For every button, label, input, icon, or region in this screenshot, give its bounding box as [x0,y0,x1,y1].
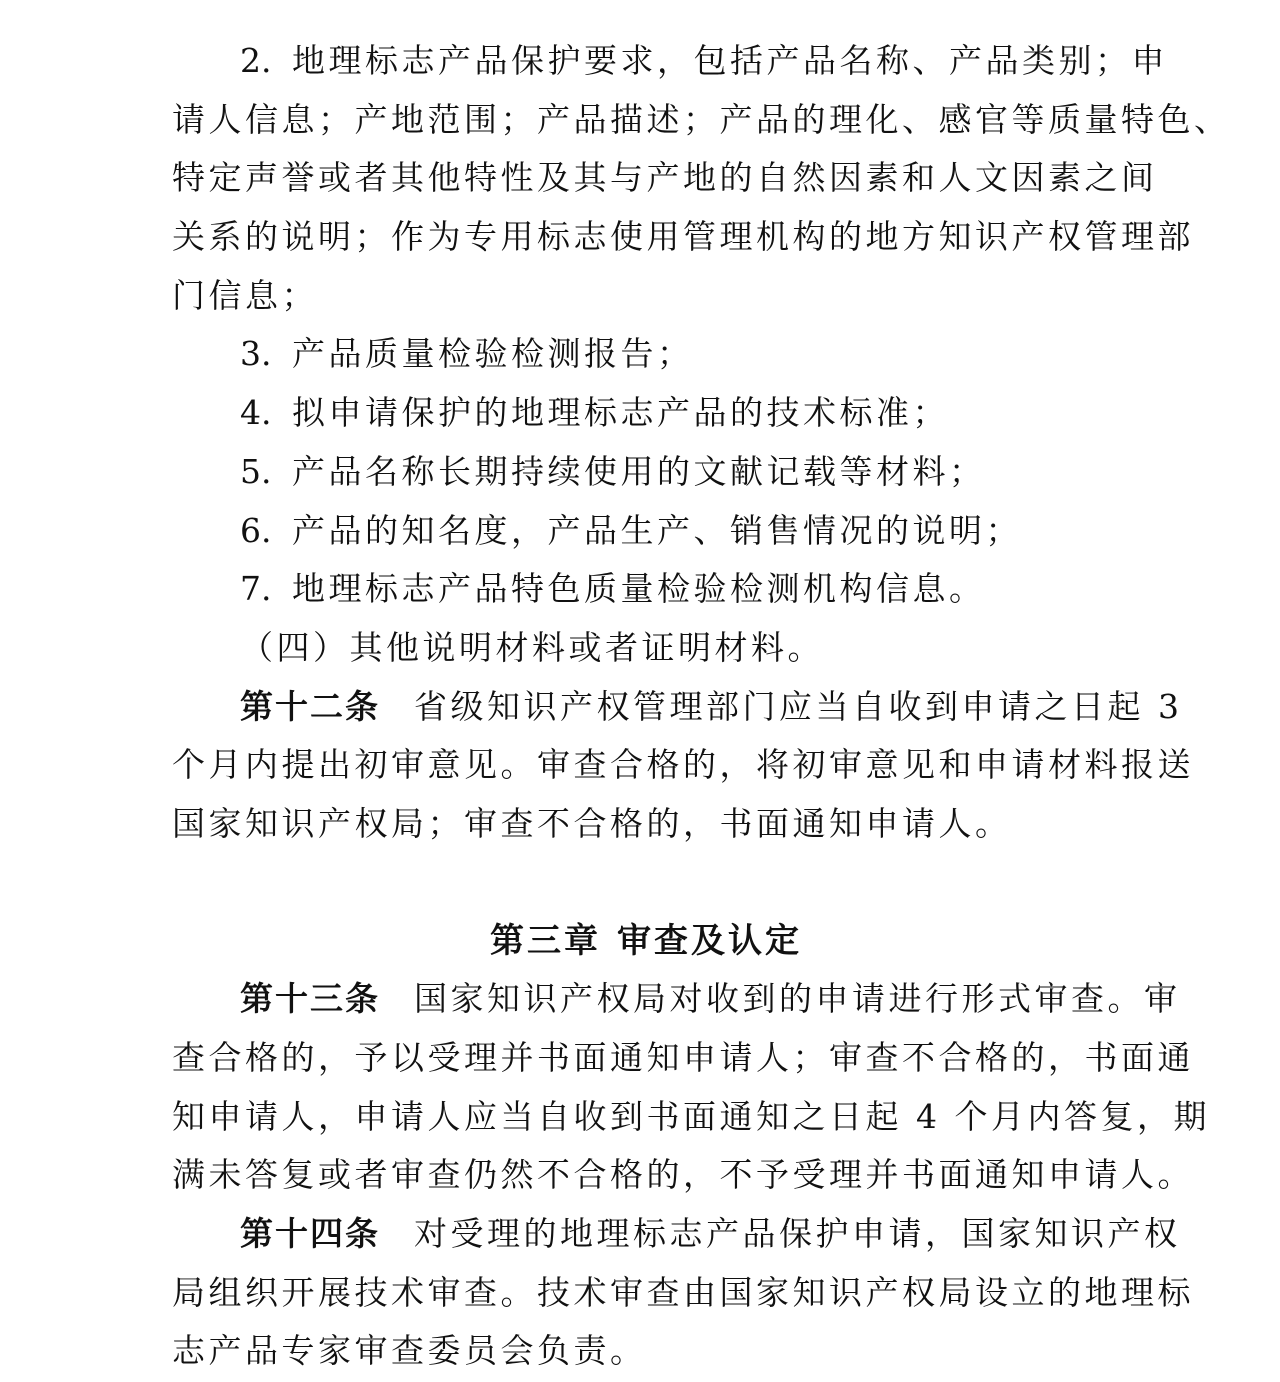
article-12-line-2: 个月内提出初审意见。审查合格的，将初审意见和申请材料报送 [172,745,1194,785]
item-text: 产品质量检验检测报告； [292,334,694,374]
article-13-text: 国家知识产权局对收到的申请进行形式审查。审 [414,979,1181,1019]
article-13-line-1 [172,970,1181,1029]
section-gap [172,854,1120,912]
article-14-text: 对受理的地理标志产品保护申请，国家知识产权 [414,1214,1181,1254]
item-7 [172,560,1120,619]
item-number: 2. [240,41,272,80]
sub-section-four: （四）其他说明材料或者证明材料。 [240,627,824,667]
item-5 [172,443,1120,502]
article-13-line-2: 查合格的，予以受理并书面通知申请人；审查不合格的，书面通 [172,1038,1194,1077]
document-page [172,32,1231,1381]
item-6 [172,502,1120,561]
item-text: 产品的知名度，产品生产、销售情况的说明； [292,510,1022,550]
item-2-line-2: 请人信息；产地范围；产品描述；产品的理化、感官等质量特色、 [172,99,1231,139]
item-3 [172,325,1120,384]
article-12-line-1 [172,678,1183,737]
article-14-line-1 [172,1205,1181,1264]
item-number: 4. [240,393,272,433]
article-13-label: 第十三条 [240,979,380,1019]
item-number: 6. [240,510,272,550]
article-13-line-3: 知申请人，申请人应当自收到书面通知之日起 4 个月内答复，期 [172,1096,1210,1136]
article-12-text: 省级知识产权管理部门应当自收到申请之日起 3 [414,686,1183,726]
chapter-title: 审查及认定 [617,920,802,961]
item-text: 产品名称长期持续使用的文献记载等材料； [292,451,986,491]
article-14-line-2: 局组织开展技术审查。技术审查由国家知识产权局设立的地理标 [172,1272,1194,1312]
item-2-line-5: 门信息； [172,275,318,315]
chapter-number: 第三章 [490,920,601,961]
item-number: 7. [240,569,272,609]
item-text: 拟申请保护的地理标志产品的技术标准； [292,393,949,433]
item-2-line-3: 特定声誉或者其他特性及其与产地的自然因素和人文因素之间 [172,158,1158,198]
article-14-line-3: 志产品专家审查委员会负责。 [172,1331,647,1371]
item-number: 3. [240,334,272,374]
chapter-heading [172,912,1120,971]
item-2-line-1 [172,32,1168,91]
item-number: 5. [240,451,272,491]
item-text: 地理标志产品保护要求，包括产品名称、产品类别；申 [292,41,1168,80]
article-12-line-3: 国家知识产权局；审查不合格的，书面通知申请人。 [172,803,1012,843]
article-12-label: 第十二条 [240,686,380,726]
item-4 [172,384,1120,443]
article-14-label: 第十四条 [240,1214,380,1254]
item-2-line-4: 关系的说明；作为专用标志使用管理机构的地方知识产权管理部 [172,217,1194,257]
item-text: 地理标志产品特色质量检验检测机构信息。 [292,569,986,609]
article-13-line-4: 满未答复或者审查仍然不合格的，不予受理并书面通知申请人。 [172,1155,1194,1195]
